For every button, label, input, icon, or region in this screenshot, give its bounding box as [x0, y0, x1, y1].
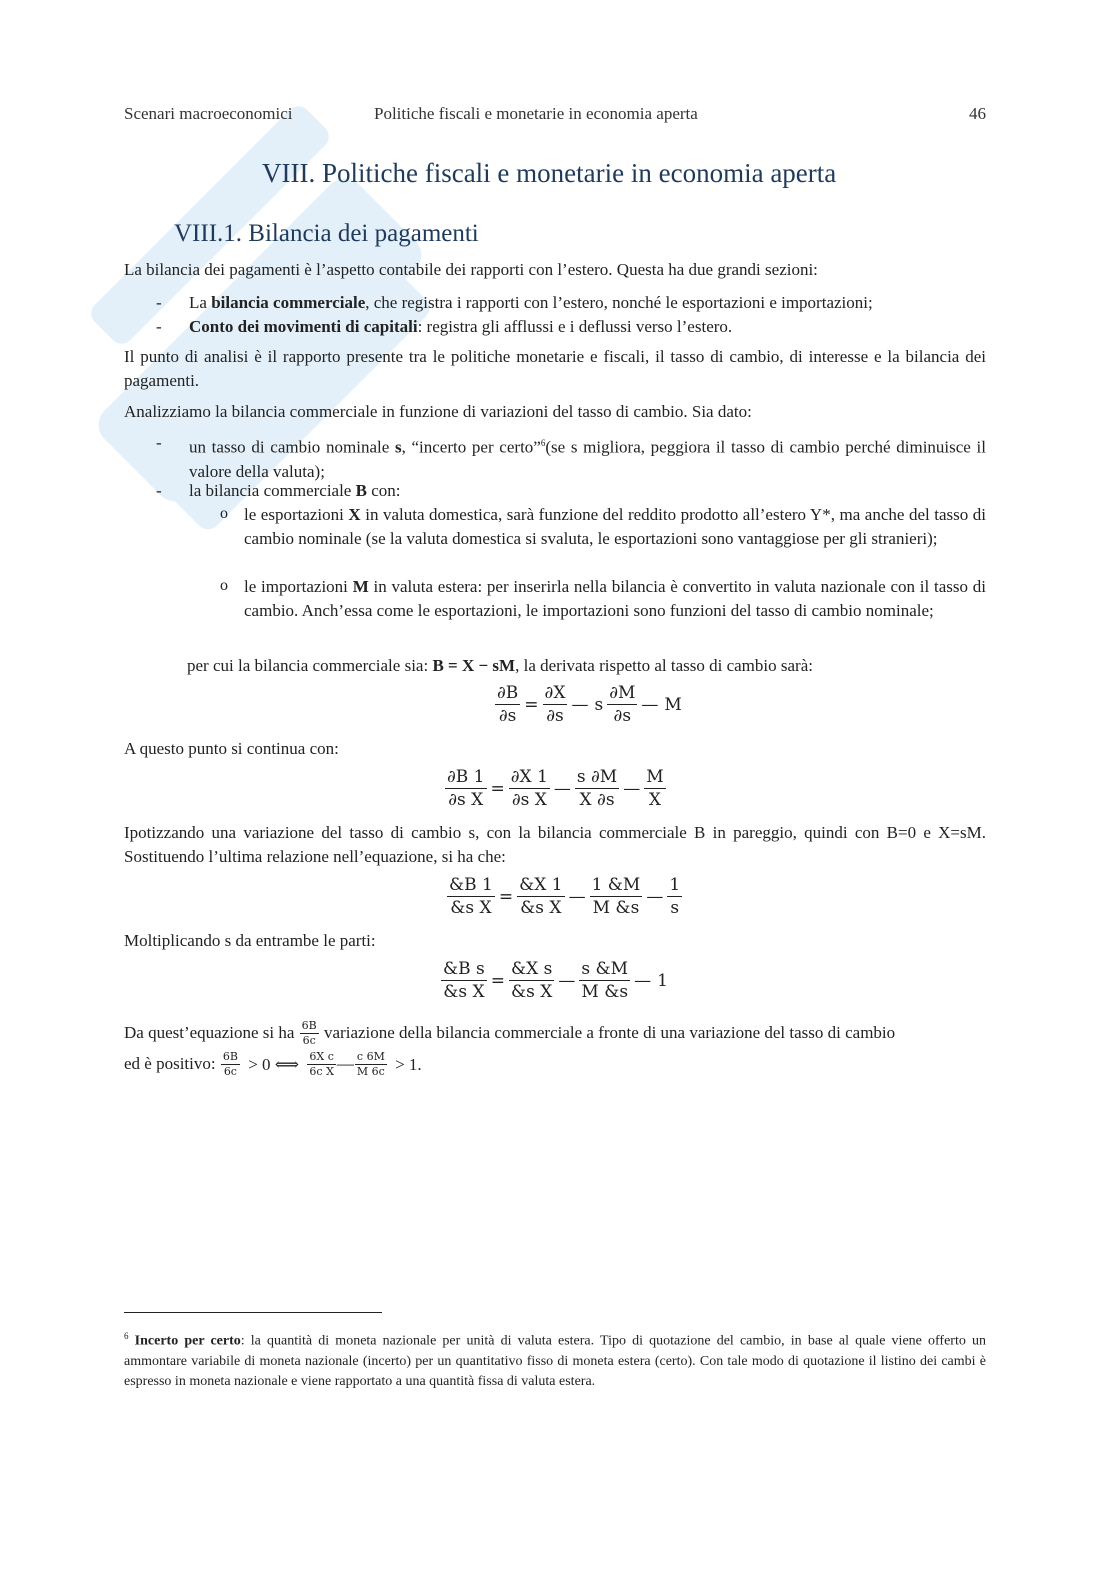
sub-bullet-marker: o — [220, 577, 228, 594]
bullet-dash: - — [156, 293, 162, 312]
paragraph-ipotizzando: Ipotizzando una variazione del tasso di cambio s, con la bilancia commerciale B in pareggio, quindi con B=0 e X=sM. Sostituendo l’ultima relazione nell’equazione, si ha che: — [124, 823, 986, 866]
bullet-tasso-cambio: un tasso di cambio nominale s, “incerto per certo”$^6$(se s migliora, peggiora il tasso di cambio perché diminuisce il valore della valuta); — [189, 437, 986, 481]
paragraph-conclusione: Da quest’equazione si ha $\frac{6B}{6c}$ variazione della bilancia commerciale a fronte di una variazione del tasso di cambio — [124, 1019, 896, 1047]
sub-bullet-importazioni: le importazioni M in valuta estera: per inserirla nella bilancia è convertito in valuta nazionale con il tasso di cambio. Anch’essa come le esportazioni, le importazioni sono funzioni del tasso di cambio nominale; — [244, 577, 987, 620]
bullet-bilancia-commerciale: La bilancia commerciale, che registra i rapporti con l’estero, nonché le esportazioni e importazioni; — [189, 293, 873, 312]
paragraph-moltiplicando: Moltiplicando s da entrambe le parti: — [124, 931, 376, 950]
paragraph-intro: La bilancia dei pagamenti è l’aspetto contabile dei rapporti con l’estero. Questa ha due grandi sezioni: — [124, 260, 818, 279]
paragraph-analisi: Il punto di analisi è il rapporto presente tra le politiche monetarie e fiscali, il tasso di cambio, di interesse e la bilancia dei pagamenti. — [124, 347, 986, 390]
header-course: Scenari macroeconomici — [124, 104, 293, 123]
sub-bullet-esportazioni: le esportazioni X in valuta domestica, sarà funzione del reddito prodotto all’estero Y*, ma anche del tasso di cambio nominale (se la valuta domestica si svaluta, le esportazioni sono vantaggiose per gli stranieri); — [244, 505, 986, 548]
bullet-dash: - — [156, 481, 162, 500]
paragraph-bilancia: Analizziamo la bilancia commerciale in funzione di variazioni del tasso di cambio. Sia dato: — [124, 402, 752, 421]
equation-elasticity: $\frac{\partial B 1}{\text{∂s X}}$ = $\frac{\partial X 1}{\text{∂s X}}$ — $\frac{s \partial M}{X \partial s}$ — $\frac{M}{X}$ — [447, 767, 664, 810]
bullet-bilancia-b: la bilancia commerciale B con: — [189, 481, 401, 500]
chapter-title: VIII. Politiche fiscali e monetarie in economia aperta — [262, 158, 837, 188]
paragraph-positivo: ed è positivo: $\frac{6B}{6c}$ > 0 ⟺ $\frac{\text{6X c}}{\text{6c X}}$ — $\frac{c 6M}{M 6c}$ > 1. — [124, 1050, 422, 1078]
footnote: $^6$ Incerto per certo: la quantità di moneta nazionale per unità di valuta estera. Tipo di quotazione del cambio, in base al quale viene offerto un ammontare variabile di moneta nazionale (incerto) per un quantitativo fisso di moneta estera (certo). Con tale modo di quotazione il listino dei cambi è espresso in moneta nazionale e viene rapportato a una quantità fissa di valuta estera. — [124, 1331, 986, 1389]
equation-derivative: $\frac{\partial B}{\partial s}$ = $\frac{\partial X}{\partial s}$ — s $\frac{\partial M}{\partial s}$ — M — [497, 683, 682, 726]
equation-substitution: $\frac{\&B 1}{\text{\&s X}}$ = $\frac{\&X 1}{\text{\&s X}}$ — $\frac{1 \&M}{M \&s}$ — $\frac{1}{s}$ — [449, 875, 681, 918]
bullet-dash: - — [156, 433, 162, 452]
bullet-movimenti-capitali: Conto dei movimenti di capitali: registra gli afflussi e i deflussi verso l’estero. — [189, 317, 733, 336]
section-title: VIII.1. Bilancia dei pagamenti — [174, 220, 479, 247]
bullet-dash: - — [156, 317, 162, 336]
paragraph-derivata: per cui la bilancia commerciale sia: B = X − sM, la derivata rispetto al tasso di cambio sarà: — [187, 656, 813, 675]
footnote-separator — [124, 1312, 382, 1313]
header-chapter: Politiche fiscali e monetarie in economia aperta — [374, 104, 698, 123]
sub-bullet-marker: o — [220, 505, 228, 522]
equation-multiplied: $\frac{\text{\&B s}}{\text{\&s X}}$ = $\frac{\text{\&X s}}{\text{\&s X}}$ — $\frac{s \&M}{M \&s}$ — 1 — [443, 959, 668, 1002]
page-number: 46 — [969, 104, 986, 123]
paragraph-continua: A questo punto si continua con: — [124, 739, 339, 758]
